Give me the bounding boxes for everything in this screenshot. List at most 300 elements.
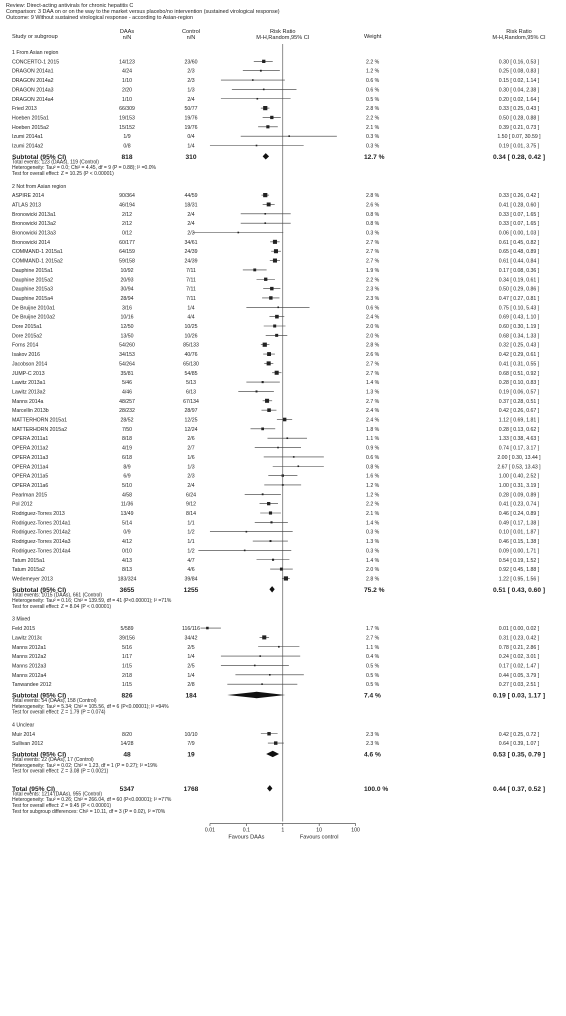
study-name: Fried 2013: [12, 106, 37, 113]
study-point: [275, 334, 278, 337]
study-control-n: 4/7: [187, 557, 195, 564]
study-ci-text: 0.47 [ 0.27, 0.81 ]: [498, 295, 540, 302]
study-weight: 1.1 %: [366, 644, 380, 651]
study-weight: 1.7 %: [366, 626, 380, 633]
study-name: DRAGON 2014a1: [12, 68, 54, 75]
study-point: [252, 79, 254, 81]
study-daas-n: 0/8: [123, 143, 131, 150]
study-point: [263, 89, 265, 91]
study-daas-n: 48/257: [119, 398, 135, 405]
study-point: [253, 268, 256, 271]
study-daas-n: 30/94: [120, 286, 134, 293]
study-ci-text: 0.61 [ 0.45, 0.82 ]: [498, 239, 540, 246]
study-point: [257, 98, 259, 100]
study-ci-text: 1.33 [ 0.38, 4.63 ]: [498, 436, 540, 443]
study-daas-n: 14/123: [119, 59, 135, 66]
study-ci-text: 0.28 [ 0.10, 0.83 ]: [498, 380, 540, 387]
study-weight: 2.2 %: [366, 501, 380, 508]
study-name: Manns 2012a2: [12, 654, 47, 661]
study-point: [273, 259, 277, 263]
study-daas-n: 60/177: [119, 239, 135, 246]
study-ci-text: 0.27 [ 0.03, 2.51 ]: [498, 682, 540, 689]
total-label: Total (95% CI): [12, 785, 56, 793]
study-control-n: 18/31: [184, 202, 198, 209]
study-point: [272, 559, 274, 561]
study-point: [260, 70, 262, 72]
study-name: Muir 2014: [12, 731, 36, 738]
study-name: Rodriguez-Torres 2014a4: [12, 548, 71, 555]
study-weight: 2.0 %: [366, 567, 380, 574]
study-control-n: 65/130: [183, 361, 199, 368]
study-point: [267, 732, 270, 735]
study-daas-n: 4/58: [121, 492, 133, 499]
subgroup-note: Test for overall effect: Z = 3.08 (P = 0.0021): [12, 768, 109, 775]
study-point: [263, 343, 267, 347]
study-point: [264, 213, 266, 215]
study-control-n: 2/5: [187, 644, 195, 651]
study-ci-text: 0.42 [ 0.29, 0.61 ]: [498, 352, 540, 359]
study-weight: 2.2 %: [366, 115, 380, 122]
study-control-n: 1/4: [187, 305, 195, 312]
study-control-n: 4/4: [187, 314, 195, 321]
subtotal-daas-n: 826: [121, 692, 133, 700]
study-weight: 2.7 %: [366, 249, 380, 256]
study-name: MATTERHORN 2015a1: [12, 417, 67, 424]
study-control-n: 6/13: [185, 389, 197, 396]
study-weight: 2.7 %: [366, 239, 380, 246]
study-daas-n: 28/232: [119, 408, 135, 415]
study-weight: 0.6 %: [366, 87, 380, 94]
x-axis-tick-label: 10: [316, 827, 323, 834]
x-axis-tick-label: 1: [281, 827, 285, 834]
study-control-n: 2/3: [187, 230, 195, 237]
x-axis-tick-label: 0.01: [204, 827, 216, 834]
study-daas-n: 5/10: [121, 482, 133, 489]
col-risk-ratio-2-method: M-H,Random,95% CI: [492, 35, 546, 41]
study-control-n: 1/2: [187, 548, 195, 555]
total-note: Test for subgroup differences: Chi² = 10.11, df = 3 (P = 0.02), I² =70%: [12, 808, 166, 815]
study-daas-n: 4/12: [121, 539, 133, 546]
study-name: Dauphine 2015a1: [12, 267, 53, 274]
study-daas-n: 10/16: [120, 314, 134, 321]
study-name: Manns 2012a4: [12, 672, 47, 679]
study-ci-text: 0.09 [ 0.00, 1.71 ]: [498, 548, 540, 555]
study-ci-text: 0.15 [ 0.02, 1.14 ]: [498, 78, 540, 85]
study-weight: 2.1 %: [366, 511, 380, 517]
outcome-title: Outcome: 9 Without sustained virological response - according to Asian-region: [6, 15, 193, 21]
study-ci-text: 0.75 [ 0.10, 5.43 ]: [498, 305, 540, 312]
study-point: [267, 352, 271, 356]
study-point: [273, 240, 277, 244]
study-ci-text: 0.33 [ 0.26, 0.42 ]: [498, 193, 540, 200]
subtotal-label: Subtotal (95% CI): [12, 153, 67, 161]
study-weight: 2.4 %: [366, 408, 380, 415]
study-weight: 0.5 %: [366, 672, 380, 679]
study-control-n: 10/26: [184, 333, 198, 340]
study-weight: 2.8 %: [366, 342, 380, 349]
study-ci-text: 0.78 [ 0.21, 2.86 ]: [498, 644, 540, 651]
subtotal-daas-n: 48: [123, 751, 131, 759]
study-point: [269, 511, 272, 514]
study-name: Bronowicki 2013a3: [12, 230, 56, 237]
study-control-n: 2/3: [187, 68, 195, 75]
study-point: [277, 447, 279, 449]
study-point: [284, 576, 288, 580]
study-name: Rodriguez-Torres 2014a2: [12, 529, 71, 536]
study-name: Hoeben 2015a1: [12, 115, 49, 122]
study-ci-text: 0.44 [ 0.05, 3.79 ]: [498, 672, 540, 679]
study-daas-n: 1/10: [121, 96, 133, 103]
study-weight: 0.6 %: [366, 305, 380, 312]
study-control-n: 1/2: [187, 529, 195, 536]
study-daas-n: 12/50: [120, 324, 134, 330]
study-control-n: 2/4: [187, 211, 195, 218]
col-risk-ratio-2: Risk Ratio: [506, 29, 532, 35]
study-name: OPERA 2011a1: [12, 436, 49, 443]
study-point: [293, 456, 295, 458]
study-ci-text: 0.06 [ 0.00, 1.03 ]: [498, 230, 540, 237]
study-daas-n: 6/18: [121, 454, 133, 461]
study-ci-text: 0.19 [ 0.01, 3.75 ]: [498, 143, 540, 150]
study-control-n: 9/12: [185, 501, 197, 508]
study-name: OPERA 2011a3: [12, 454, 49, 461]
subtotal-weight: 12.7 %: [364, 153, 385, 161]
subgroup-title: 4 Unclear: [12, 722, 35, 729]
study-control-n: 0/4: [187, 134, 195, 141]
study-daas-n: 10/92: [120, 267, 134, 274]
study-point: [262, 635, 266, 639]
study-ci-text: 0.30 [ 0.04, 2.38 ]: [498, 87, 540, 94]
x-axis-tick-label: 0.1: [242, 827, 250, 834]
study-name: Sullivan 2012: [12, 741, 44, 748]
study-control-n: 2/3: [187, 78, 195, 85]
study-name: Marcellin 2013b: [12, 408, 49, 415]
study-weight: 2.2 %: [366, 277, 380, 284]
comparison-title: Comparison: 3 DAA on or on the way to the market versus placebo/no intervention (sustained virological response): [6, 9, 280, 15]
study-daas-n: 8/13: [121, 567, 133, 574]
study-control-n: 8/14: [185, 511, 197, 517]
col-control: Control: [181, 29, 201, 35]
study-point: [263, 106, 267, 110]
study-control-n: 5/13: [185, 380, 197, 387]
col-risk-ratio: Risk Ratio: [270, 29, 296, 35]
study-point: [275, 371, 279, 375]
study-name: DRAGON 2014a4: [12, 96, 54, 103]
study-point: [246, 531, 248, 533]
study-point: [264, 222, 266, 224]
study-daas-n: 5/16: [121, 644, 133, 651]
study-point: [267, 361, 271, 365]
study-daas-n: 66/309: [119, 106, 135, 113]
study-control-n: 39/84: [184, 576, 198, 583]
col-control-unit: n/N: [186, 35, 196, 41]
study-daas-n: 8/18: [121, 436, 133, 443]
study-name: Pol 2012: [12, 501, 33, 508]
study-daas-n: 28/94: [120, 295, 134, 302]
study-point: [270, 540, 272, 542]
study-name: OPERA 2011a5: [12, 473, 49, 480]
study-point: [262, 381, 264, 383]
study-daas-n: 0/10: [121, 548, 133, 555]
study-daas-n: 35/81: [120, 370, 134, 377]
study-ci-text: 0.34 [ 0.19, 0.61 ]: [498, 277, 540, 284]
study-ci-text: 0.50 [ 0.28, 0.88 ]: [498, 115, 540, 122]
study-weight: 2.4 %: [366, 314, 380, 321]
study-control-n: 1/3: [187, 464, 195, 471]
study-ci-text: 0.37 [ 0.28, 0.51 ]: [498, 398, 540, 405]
study-weight: 2.3 %: [366, 295, 380, 302]
study-ci-text: 0.42 [ 0.25, 0.72 ]: [498, 731, 540, 738]
study-name: Dore 2015a1: [12, 324, 42, 330]
study-control-n: 34/61: [184, 239, 198, 246]
study-name: Lawitz 2013c: [12, 635, 43, 642]
study-control-n: 7/9: [187, 741, 195, 748]
study-weight: 0.8 %: [366, 464, 380, 471]
subtotal-ci-text: 0.19 [ 0.03, 1.17 ]: [492, 692, 546, 700]
study-daas-n: 0/12: [121, 230, 133, 237]
study-ci-text: 1.00 [ 0.40, 2.52 ]: [498, 473, 540, 480]
subgroup-note: Total events: 123 (DAAs), 119 (Control): [12, 159, 99, 166]
subtotal-ci-text: 0.53 [ 0.35, 0.79 ]: [492, 751, 546, 759]
study-daas-n: 28/52: [120, 417, 134, 424]
study-ci-text: 0.30 [ 0.16, 0.53 ]: [498, 59, 540, 66]
study-weight: 2.8 %: [366, 106, 380, 113]
study-weight: 2.7 %: [366, 361, 380, 368]
subgroup-note: Total events: 1015 (DAAs), 661 (Control): [12, 592, 103, 599]
subgroup-note: Heterogeneity: Tau² = 5.34; Chi² = 105.56, df = 6 (P<0.00001); I² =94%: [12, 703, 169, 710]
study-point: [288, 135, 290, 137]
study-name: Rodriguez-Torres 2014a3: [12, 539, 71, 546]
study-weight: 0.4 %: [366, 654, 380, 661]
study-control-n: 10/25: [184, 324, 198, 330]
subtotal-weight: 4.6 %: [364, 751, 381, 759]
study-weight: 2.3 %: [366, 731, 380, 738]
study-point: [244, 550, 246, 552]
study-weight: 0.5 %: [366, 663, 380, 670]
study-ci-text: 0.41 [ 0.28, 0.60 ]: [498, 202, 540, 209]
study-name: MATTERHORN 2015a2: [12, 426, 67, 433]
study-weight: 1.3 %: [366, 389, 380, 396]
study-point: [237, 232, 239, 234]
study-name: Izumi 2014a2: [12, 143, 44, 150]
study-name: Manns 2012a1: [12, 644, 47, 651]
study-ci-text: 0.41 [ 0.31, 0.55 ]: [498, 361, 540, 368]
study-weight: 1.1 %: [366, 436, 380, 443]
subtotal-control-n: 310: [185, 153, 197, 161]
study-ci-text: 0.24 [ 0.02, 3.01 ]: [498, 654, 540, 661]
study-daas-n: 46/194: [119, 202, 135, 209]
study-ci-text: 1.50 [ 0.07, 30.59 ]: [497, 134, 541, 141]
study-daas-n: 39/156: [119, 635, 135, 642]
study-weight: 2.7 %: [366, 635, 380, 642]
study-control-n: 23/60: [184, 59, 198, 66]
study-name: Hoeben 2015a2: [12, 124, 49, 131]
study-weight: 0.6 %: [366, 78, 380, 85]
study-point: [270, 521, 272, 523]
study-point: [256, 145, 258, 147]
study-daas-n: 34/153: [119, 352, 135, 359]
study-ci-text: 0.69 [ 0.43, 1.10 ]: [498, 314, 540, 321]
study-ci-text: 0.19 [ 0.06, 0.57 ]: [498, 389, 540, 396]
study-ci-text: 0.64 [ 0.39, 1.07 ]: [498, 741, 540, 748]
study-name: Rodriguez-Torres 2013: [12, 511, 65, 517]
study-ci-text: 0.10 [ 0.01, 1.87 ]: [498, 529, 540, 536]
favours-daas-label: Favours DAAs: [228, 834, 265, 841]
study-weight: 2.2 %: [366, 59, 380, 66]
study-point: [275, 315, 279, 319]
subtotal-weight: 75.2 %: [364, 586, 385, 594]
study-control-n: 7/11: [186, 267, 196, 274]
study-name: De Bruijne 2010a1: [12, 305, 55, 312]
study-point: [262, 493, 264, 495]
study-control-n: 19/76: [184, 124, 198, 131]
study-point: [267, 502, 270, 505]
study-ci-text: 0.25 [ 0.08, 0.83 ]: [498, 68, 540, 75]
study-control-n: 1/4: [187, 672, 195, 679]
study-daas-n: 1/15: [121, 663, 133, 670]
study-name: Manns 2014a: [12, 398, 44, 405]
study-point: [206, 627, 209, 630]
subtotal-ci-text: 0.51 [ 0.43, 0.60 ]: [492, 586, 546, 594]
study-name: Tatum 2015a1: [12, 557, 45, 564]
subtotal-control-n: 1255: [183, 586, 199, 594]
total-note: Heterogeneity: Tau² = 0.26; Chi² = 266.04, df = 60 (P<0.00001); I² =77%: [12, 797, 172, 804]
study-name: OPERA 2011a6: [12, 482, 49, 489]
study-weight: 0.6 %: [366, 454, 380, 461]
study-weight: 1.9 %: [366, 267, 380, 274]
study-weight: 1.3 %: [366, 539, 380, 546]
study-ci-text: 0.61 [ 0.44, 0.84 ]: [498, 258, 540, 265]
study-control-n: 24/39: [184, 249, 198, 256]
study-ci-text: 0.39 [ 0.21, 0.73 ]: [498, 124, 540, 131]
study-ci-text: 0.31 [ 0.23, 0.42 ]: [498, 635, 540, 642]
study-control-n: 4/6: [187, 567, 195, 574]
study-ci-text: 0.74 [ 0.17, 3.17 ]: [498, 445, 540, 452]
study-name: Bronowicki 2014: [12, 239, 51, 246]
study-weight: 2.0 %: [366, 324, 380, 330]
subtotal-control-n: 184: [185, 692, 197, 700]
study-point: [264, 278, 267, 281]
subgroup-note: Test for overall effect: Z = 1.79 (P = 0.074): [12, 709, 106, 716]
subtotal-label: Subtotal (95% CI): [12, 692, 67, 700]
study-name: Dauphine 2015a3: [12, 286, 53, 293]
study-weight: 1.2 %: [366, 482, 380, 489]
study-weight: 2.7 %: [366, 258, 380, 265]
study-name: Dauphine 2015a2: [12, 277, 53, 284]
study-ci-text: 0.60 [ 0.30, 1.19 ]: [498, 324, 540, 330]
study-daas-n: 11/36: [120, 501, 134, 508]
study-name: Isakov 2016: [12, 352, 40, 359]
study-weight: 0.3 %: [366, 529, 380, 536]
study-weight: 1.2 %: [366, 492, 380, 499]
study-point: [273, 325, 276, 328]
study-daas-n: 1/15: [121, 682, 133, 689]
study-ci-text: 2.67 [ 0.53, 13.43 ]: [497, 464, 541, 471]
subtotal-daas-n: 3655: [119, 586, 135, 594]
total-note: Total events: 1214 (DAAs), 955 (Control): [12, 791, 103, 798]
study-point: [274, 741, 277, 744]
study-ci-text: 0.68 [ 0.34, 1.33 ]: [498, 333, 540, 340]
study-ci-text: 0.41 [ 0.23, 0.74 ]: [498, 501, 540, 508]
study-weight: 0.8 %: [366, 221, 380, 228]
study-control-n: 1/1: [187, 539, 195, 546]
study-name: Manns 2012a3: [12, 663, 47, 670]
study-ci-text: 0.20 [ 0.02, 1.64 ]: [498, 96, 540, 103]
total-diamond: [267, 785, 272, 791]
study-control-n: 2/8: [187, 682, 195, 689]
study-daas-n: 14/28: [120, 741, 134, 748]
study-weight: 1.6 %: [366, 473, 380, 480]
study-ci-text: 0.32 [ 0.25, 0.43 ]: [498, 342, 540, 349]
study-point: [263, 193, 267, 197]
study-ci-text: 0.33 [ 0.07, 1.65 ]: [498, 221, 540, 228]
study-control-n: 85/133: [183, 342, 199, 349]
study-daas-n: 1/9: [123, 134, 131, 141]
study-weight: 1.2 %: [366, 68, 380, 75]
study-control-n: 19/76: [184, 115, 198, 122]
study-daas-n: 54/264: [119, 361, 135, 368]
study-ci-text: 0.17 [ 0.02, 1.47 ]: [498, 663, 540, 670]
study-daas-n: 13/49: [120, 511, 134, 517]
study-point: [265, 399, 269, 403]
study-name: Feld 2015: [12, 626, 36, 633]
study-name: De Bruijne 2010a2: [12, 314, 55, 321]
favours-control-label: Favours control: [299, 834, 339, 841]
subtotal-label: Subtotal (95% CI): [12, 586, 67, 594]
x-axis-tick-label: 100: [351, 827, 360, 834]
subgroup-note: Total events: 22 (DAAs), 17 (Control): [12, 756, 94, 763]
study-ci-text: 0.01 [ 0.00, 0.02 ]: [498, 626, 540, 633]
study-name: Dauphine 2015a4: [12, 295, 53, 302]
study-ci-text: 0.50 [ 0.29, 0.86 ]: [498, 286, 540, 293]
study-weight: 2.3 %: [366, 741, 380, 748]
subgroup-note: Test for overall effect: Z = 8.04 (P < 0.00001): [12, 603, 112, 610]
study-control-n: 7/11: [186, 277, 196, 284]
study-point: [261, 683, 263, 685]
study-control-n: 10/10: [184, 731, 198, 738]
study-name: Tanwandee 2012: [12, 682, 52, 689]
study-daas-n: 59/158: [119, 258, 135, 265]
study-control-n: 40/76: [184, 352, 198, 359]
study-ci-text: 1.00 [ 0.31, 3.19 ]: [498, 482, 540, 489]
study-name: CONCERTO-1 2015: [12, 59, 60, 66]
study-point: [262, 60, 265, 63]
total-ci-text: 0.44 [ 0.37, 0.52 ]: [492, 785, 546, 793]
subgroup-note: Test for overall effect: Z = 10.25 (P < 0.00001): [12, 170, 114, 177]
study-weight: 0.3 %: [366, 143, 380, 150]
study-control-n: 1/3: [187, 87, 195, 94]
study-control-n: 67/134: [183, 398, 199, 405]
study-daas-n: 2/18: [121, 672, 133, 679]
subtotal-control-n: 19: [187, 751, 195, 759]
study-ci-text: 0.28 [ 0.13, 0.62 ]: [498, 426, 540, 433]
col-risk-ratio-method: M-H,Random,95% CI: [256, 35, 310, 41]
review-title: Review: Direct-acting antivirals for chronic hepatitis C: [6, 3, 134, 9]
study-control-n: 6/24: [185, 492, 197, 499]
study-point: [277, 307, 279, 309]
study-daas-n: 1/10: [121, 78, 133, 85]
study-weight: 2.7 %: [366, 370, 380, 377]
study-point: [259, 655, 261, 657]
study-point: [270, 287, 273, 290]
study-name: OPERA 2011a4: [12, 464, 49, 471]
study-control-n: 2/3: [187, 473, 195, 480]
study-weight: 0.3 %: [366, 134, 380, 141]
study-weight: 2.6 %: [366, 352, 380, 359]
study-daas-n: 2/12: [121, 221, 133, 228]
study-daas-n: 8/20: [121, 731, 133, 738]
study-daas-n: 3/16: [121, 305, 133, 312]
